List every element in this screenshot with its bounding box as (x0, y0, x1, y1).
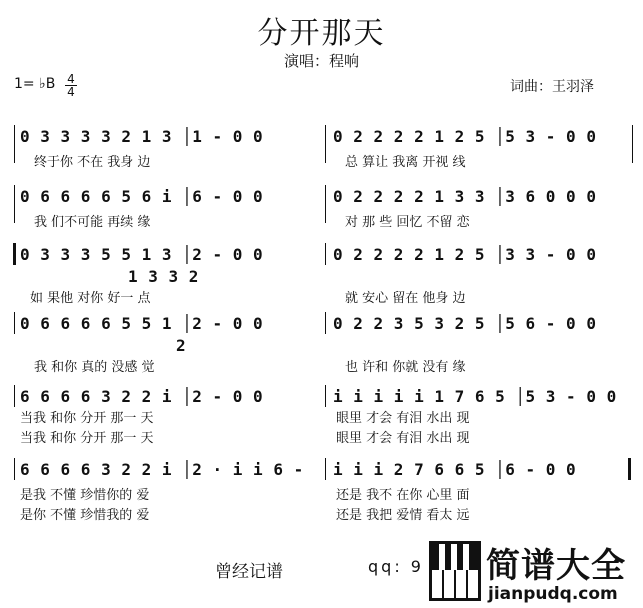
lyric-left: 终于你 不在 我身 边 (34, 155, 151, 170)
composer-credit: 词曲：王羽泽 (510, 79, 594, 95)
key-signature: 1= ♭B (14, 76, 56, 92)
lyric-right: 总 算让 我离 开视 线 (345, 155, 466, 170)
lyric-right-verse2: 眼里 才会 有泪 水出 现 (336, 431, 470, 446)
barline (325, 312, 326, 334)
lyric-left: 我 们不可能 再续 缘 (34, 215, 151, 230)
song-title: 分开那天 (257, 16, 386, 51)
notes-right: 0 2 2 3 5 3 2 5 │5 6 - 0 0 (333, 314, 597, 333)
notes-alternate: 1 3 3 2 (128, 267, 199, 286)
barline (14, 385, 15, 407)
notes-left: 0 6 6 6 6 5 6 i │6 - 0 0 (20, 187, 264, 206)
site-logo (428, 540, 628, 605)
lyric-right-verse2: 还是 我把 爱情 看太 远 (336, 508, 470, 523)
barline (632, 125, 633, 163)
transcriber-note: 曾经记谱 (215, 562, 283, 582)
lyric-left: 是我 不懂 珍惜你的 爱 (20, 488, 150, 503)
logo-title: 简谱大全 (486, 546, 626, 586)
notes-alternate: 2 (176, 336, 187, 355)
lyric-right: 就 安心 留在 他身 边 (345, 291, 466, 306)
barline (325, 185, 326, 223)
notes-left: 0 3 3 3 5 5 1 3 │2 - 0 0 (20, 245, 264, 264)
lyric-left: 我 和你 真的 没感 觉 (34, 360, 155, 375)
notes-left: 6 6 6 6 3 2 2 i │2 - 0 0 (20, 387, 264, 406)
repeat-end-barline (628, 458, 631, 480)
notes-right: 0 2 2 2 2 1 2 5 │3 3 - 0 0 (333, 245, 597, 264)
logo-url: jianpudq.com (488, 584, 618, 604)
singer-credit: 演唱：程响 (283, 52, 359, 70)
repeat-start-barline (13, 243, 16, 265)
lyric-left: 当我 和你 分开 那一 天 (20, 411, 154, 426)
time-signature-top: 4 (67, 72, 75, 86)
time-signature-bottom: 4 (67, 85, 75, 99)
lyric-left-verse2: 当我 和你 分开 那一 天 (20, 431, 154, 446)
barline (325, 385, 326, 407)
notes-right: 0 2 2 2 2 1 2 5 │5 3 - 0 0 (333, 127, 597, 146)
barline (325, 458, 326, 480)
lyric-right: 对 那 些 回忆 不留 恋 (345, 215, 470, 230)
barline (14, 185, 15, 223)
notes-left: 0 6 6 6 6 5 5 1 │2 - 0 0 (20, 314, 264, 333)
qq-contact: qq: 9 (368, 557, 424, 576)
piano-keys-icon (428, 540, 482, 602)
barline (14, 125, 15, 163)
barline (325, 243, 326, 265)
lyric-left: 如 果他 对你 好一 点 (30, 291, 151, 306)
notes-right: 0 2 2 2 2 1 3 3 │3 6 0 0 0 (333, 187, 597, 206)
barline (325, 125, 326, 163)
notes-right: i i i 2 7 6 6 5 │6 - 0 0 (333, 460, 577, 479)
notes-right: i i i i i 1 7 6 5 │5 3 - 0 0 (333, 387, 617, 406)
notes-left: 0 3 3 3 3 2 1 3 │1 - 0 0 (20, 127, 264, 146)
lyric-right: 眼里 才会 有泪 水出 现 (336, 411, 470, 426)
time-signature (64, 73, 78, 98)
lyric-left-verse2: 是你 不懂 珍惜我的 爱 (20, 508, 150, 523)
barline (14, 458, 15, 480)
notes-left: 6 6 6 6 3 2 2 i │2 · i i 6 - (20, 460, 304, 479)
lyric-right: 也 许和 你就 没有 缘 (345, 360, 466, 375)
lyric-right: 还是 我不 在你 心里 面 (336, 488, 470, 503)
barline (14, 312, 15, 334)
